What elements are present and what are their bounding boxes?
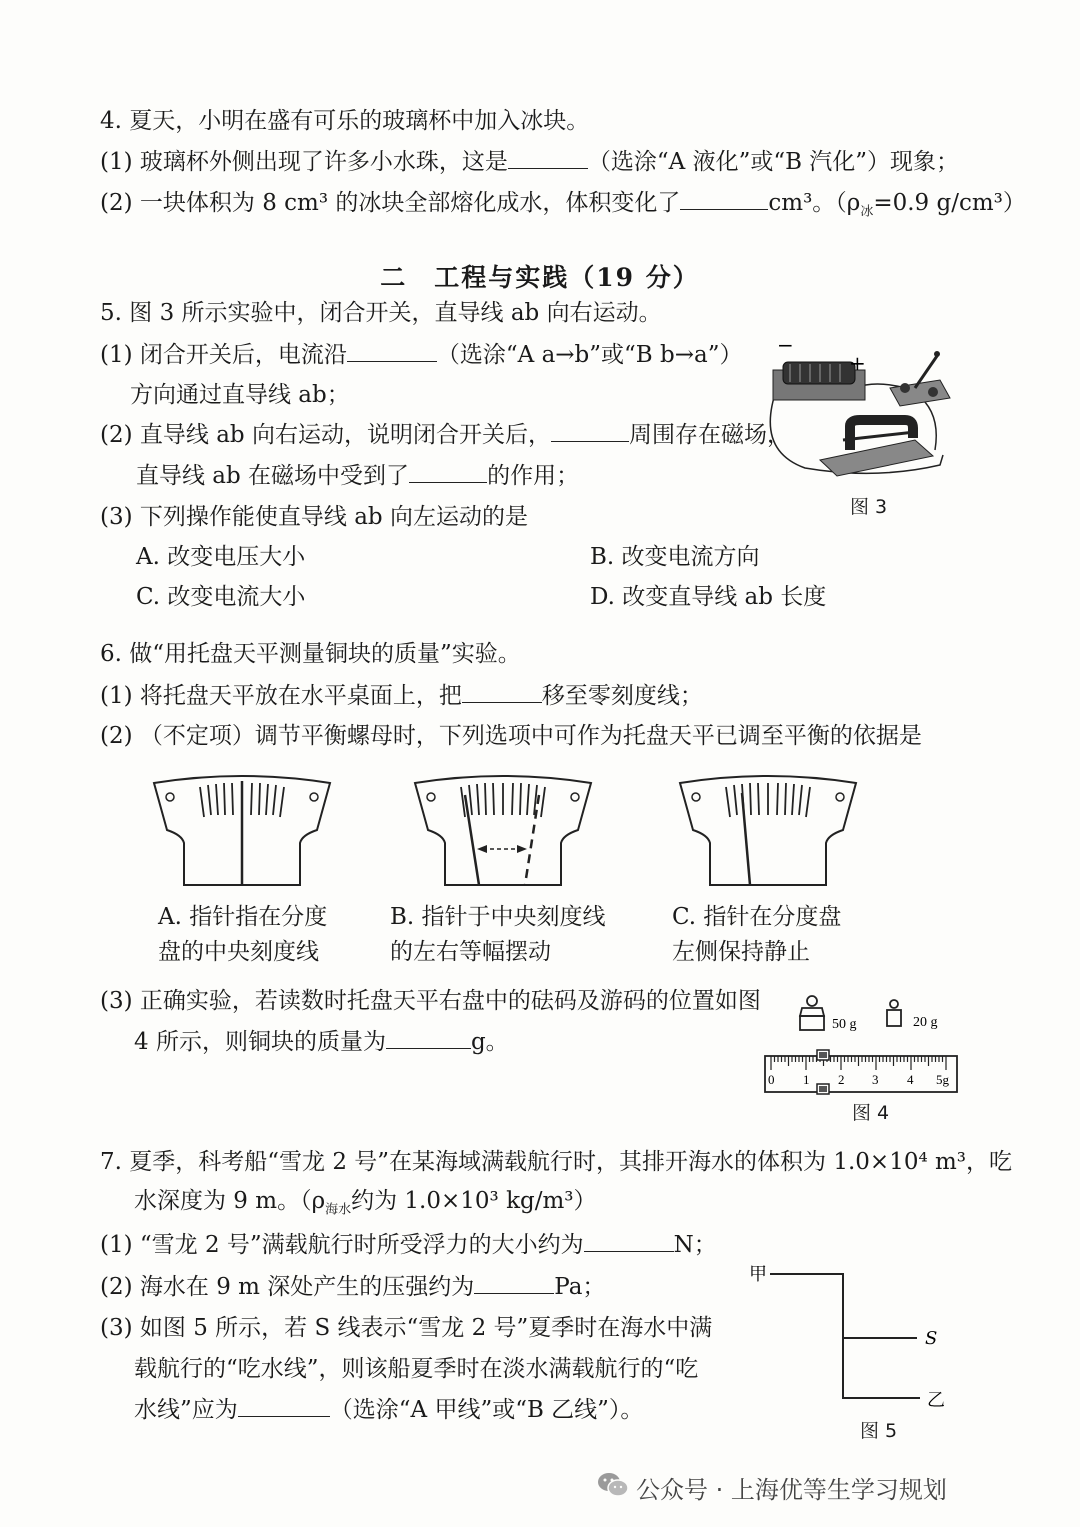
q4-p2-sub: 冰 xyxy=(860,204,874,220)
q7-p1-blank[interactable] xyxy=(584,1231,674,1252)
q7-part1 xyxy=(100,1230,717,1260)
q4-part2 xyxy=(100,188,1026,228)
figure-5-waterlines xyxy=(745,1258,955,1418)
ruler-label-2: 2 xyxy=(838,1072,845,1087)
ruler-label-4: 4 xyxy=(907,1072,914,1087)
q5-p2-text3: 直导线 ab 在磁场中受到了 xyxy=(136,463,410,489)
q5-p1-text2: （选涂“A a→b”或“B b→a”） xyxy=(436,342,743,368)
q6-p1-text2: 移至零刻度线； xyxy=(541,683,703,709)
hull-outline xyxy=(770,1274,920,1398)
weight-20g-label: 20 g xyxy=(913,1015,938,1030)
q7-p2-text: (2) 海水在 9 m 深处产生的压强约为 xyxy=(100,1274,475,1300)
q4-p1-text2: （选涂“A 液化”或“B 汽化”）现象； xyxy=(587,149,960,175)
q7-stem-text2: 约为 1.0×10³ kg/m³） xyxy=(351,1188,597,1214)
q5-p2-blank2[interactable] xyxy=(409,462,487,483)
q5-p1-cont: 方向通过直导线 ab； xyxy=(130,382,350,408)
choice-c-line1[interactable]: C. 指针在分度盘 xyxy=(672,904,842,930)
q7-p1-text: (1) “雪龙 2 号”满载航行时所受浮力的大小约为 xyxy=(100,1232,584,1258)
q7-stem-text: 水深度为 9 m。（ρ xyxy=(134,1188,326,1214)
q5-option-d[interactable]: D. 改变直导线 ab 长度 xyxy=(590,584,827,610)
choice-c-line2: 左侧保持静止 xyxy=(672,939,810,965)
balance-scale-b[interactable] xyxy=(413,775,593,890)
q4-p1-text: (1) 玻璃杯外侧出现了许多小水珠，这是 xyxy=(100,149,508,175)
balance-scale-a[interactable] xyxy=(152,775,332,890)
q5-stem: 5. 图 3 所示实验中，闭合开关，直导线 ab 向右运动。 xyxy=(100,300,662,326)
q5-part2b xyxy=(136,461,579,491)
q7-stem-sub: 海水 xyxy=(325,1202,352,1218)
q6-p1-text: (1) 将托盘天平放在水平桌面上，把 xyxy=(100,683,462,709)
figure-3-plus-label: + xyxy=(849,351,866,375)
section-title: 二 工程与实践（19 分） xyxy=(380,263,700,292)
figure-5-caption: 图 5 xyxy=(860,1420,898,1442)
figure-3-minus-label: − xyxy=(777,340,794,357)
q4-p1-blank[interactable] xyxy=(508,148,588,169)
q7-part3b: 载航行的“吃水线”，则该船夏季时在淡水满载航行的“吃 xyxy=(134,1356,699,1382)
wechat-icon xyxy=(596,1470,630,1500)
q7-p3-blank[interactable] xyxy=(238,1396,330,1417)
q7-p3-text: 水线”应为 xyxy=(134,1397,238,1423)
choice-a-line1[interactable]: A. 指针指在分度 xyxy=(158,904,328,930)
weight-50g-label: 50 g xyxy=(832,1017,857,1032)
figure-3-apparatus xyxy=(765,340,955,485)
q5-part1 xyxy=(100,340,742,370)
q7-p2-text2: Pa； xyxy=(554,1274,606,1300)
q6-part3b xyxy=(134,1027,509,1057)
q5-p2-text4: 的作用； xyxy=(487,463,580,489)
q6-p3-text: 4 所示，则铜块的质量为 xyxy=(134,1029,386,1055)
q4-p2-text: (2) 一块体积为 8 cm³ 的冰块全部熔化成水，体积变化了 xyxy=(100,190,681,216)
q7-part3c xyxy=(134,1395,643,1425)
q5-part3: (3) 下列操作能使直导线 ab 向左运动的是 xyxy=(100,504,528,530)
ruler-label-3: 3 xyxy=(872,1072,879,1087)
figure-3-caption: 图 3 xyxy=(850,496,888,518)
q7-p1-text2: N； xyxy=(673,1232,717,1258)
q5-option-a[interactable]: A. 改变电压大小 xyxy=(136,544,306,570)
ruler-label-5g: 5g xyxy=(936,1072,949,1087)
q6-stem: 6. 做“用托盘天平测量铜块的质量”实验。 xyxy=(100,641,521,667)
watermark: 公众号 · 上海优等生学习规划 xyxy=(636,1476,947,1504)
q4-p2-text3: =0.9 g/cm³） xyxy=(873,190,1026,216)
q5-option-c[interactable]: C. 改变电流大小 xyxy=(136,584,306,610)
choice-b-line1[interactable]: B. 指针于中央刻度线 xyxy=(390,904,606,930)
q4-p2-text2: cm³。（ρ xyxy=(768,190,861,216)
choice-a-line2: 盘的中央刻度线 xyxy=(158,939,319,965)
q7-part2 xyxy=(100,1272,605,1302)
q6-part1 xyxy=(100,681,703,711)
ruler-label-1: 1 xyxy=(803,1072,810,1087)
q5-p2-text2: 周围存在磁场， xyxy=(628,422,790,448)
q5-p2-blank1[interactable] xyxy=(551,421,629,442)
q6-p3-blank[interactable] xyxy=(386,1028,471,1049)
q5-part2 xyxy=(100,420,790,450)
q4-p2-blank[interactable] xyxy=(680,189,768,210)
q7-p2-blank[interactable] xyxy=(474,1273,554,1294)
q5-p2-text: (2) 直导线 ab 向右运动，说明闭合开关后， xyxy=(100,422,551,448)
q7-stem-line2 xyxy=(134,1186,597,1226)
q5-p1-text: (1) 闭合开关后，电流沿 xyxy=(100,342,347,368)
q4-stem: 4. 夏天，小明在盛有可乐的玻璃杯中加入冰块。 xyxy=(100,108,590,134)
q5-option-b[interactable]: B. 改变电流方向 xyxy=(590,544,760,570)
q6-part2: (2) （不定项）调节平衡螺母时，下列选项中可作为托盘天平已调至平衡的依据是 xyxy=(100,723,922,749)
q6-part3: (3) 正确实验，若读数时托盘天平右盘中的砝码及游码的位置如图 xyxy=(100,988,761,1014)
q7-p3-text2: （选涂“A 甲线”或“B 乙线”）。 xyxy=(329,1397,644,1423)
label-jia: 甲 xyxy=(749,1264,767,1285)
choice-b-line2: 的左右等幅摆动 xyxy=(390,939,551,965)
q6-p3-text2: g。 xyxy=(470,1029,509,1055)
q7-part3: (3) 如图 5 所示，若 S 线表示“雪龙 2 号”夏季时在海水中满 xyxy=(100,1315,713,1341)
q4-part1 xyxy=(100,147,959,177)
q7-stem-line1: 7. 夏季，科考船“雪龙 2 号”在某海域满载航行时，其排开海水的体积为 1.0×10⁴ m³，吃 xyxy=(100,1149,1013,1175)
balance-scale-c[interactable] xyxy=(678,775,858,890)
figure-4-weights-ruler xyxy=(760,988,970,1100)
label-yi: 乙 xyxy=(927,1390,945,1411)
q6-p1-blank[interactable] xyxy=(462,682,542,703)
ruler-label-0: 0 xyxy=(768,1072,775,1087)
figure-4-caption: 图 4 xyxy=(852,1102,890,1124)
q5-p1-blank[interactable] xyxy=(347,341,437,362)
label-s: S xyxy=(925,1328,938,1349)
